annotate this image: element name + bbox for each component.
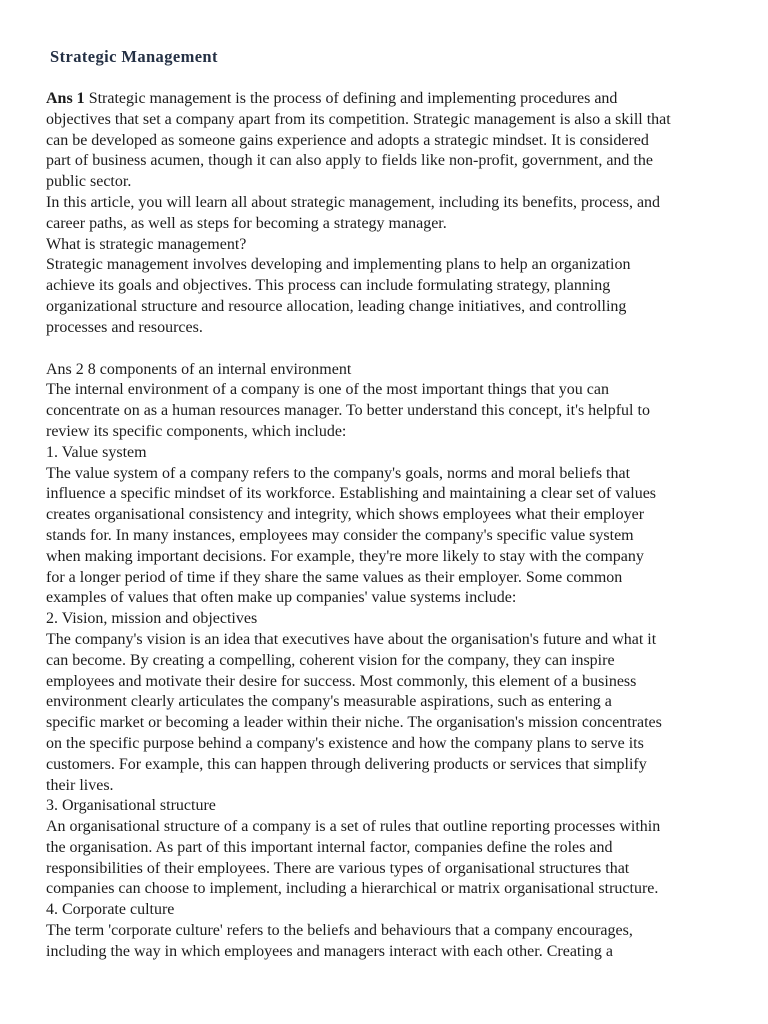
answer-text: their lives.	[46, 776, 114, 794]
answer-1-line	[46, 235, 736, 256]
answer-1-line	[46, 297, 736, 318]
answer-text: environment clearly articulates the company's measurable aspirations, such as entering a	[46, 693, 612, 711]
answer-text: for a longer period of time if they share the same values as their employer. Some common	[46, 568, 623, 586]
answer-text: stands for. In many instances, employees may consider the company's specific value system	[46, 526, 634, 544]
answer-text: objectives that set a company apart from its competition. Strategic management is also a skill that	[46, 110, 671, 128]
answer-text: employees and motivate their desire for success. Most commonly, this element of a business	[46, 672, 637, 690]
answer-text: The company's vision is an idea that executives have about the organisation's future and what it	[46, 630, 657, 648]
answer-2-line	[46, 547, 736, 568]
answer-text: can become. By creating a compelling, coherent vision for the company, they can inspire	[46, 651, 615, 669]
answer-text: career paths, as well as steps for becoming a strategy manager.	[46, 214, 447, 232]
answer-2-line	[46, 380, 736, 401]
answer-1-line	[46, 318, 736, 339]
document-title: Strategic Management	[50, 47, 218, 66]
answer-text: when making important decisions. For example, they're more likely to stay with the company	[46, 547, 644, 565]
answer-1-line	[46, 131, 736, 152]
answer-text: Strategic management is the process of defining and implementing procedures and	[88, 90, 618, 107]
answer-2-line	[46, 651, 736, 672]
answer-2-line	[46, 464, 736, 485]
answer-text: can be developed as someone gains experience and adopts a strategic mindset. It is considered	[46, 131, 649, 149]
answer-1-line	[46, 89, 736, 110]
answer-2-line	[46, 526, 736, 547]
answer-2-line	[46, 672, 736, 693]
answer-text: achieve its goals and objectives. This process can include formulating strategy, planning	[46, 277, 611, 295]
answer-text: creates organisational consistency and integrity, which shows employees what their employer	[46, 506, 645, 524]
answer-text: influence a specific mindset of its workforce. Establishing and maintaining a clear set of values	[46, 485, 657, 503]
answer-label: Ans 1	[46, 90, 85, 107]
answer-2-line	[46, 609, 736, 630]
answer-text: part of business acumen, though it can also apply to fields like non-profit, government, and the	[46, 152, 653, 170]
answer-text: 3. Organisational structure	[46, 797, 216, 815]
answer-text: including the way in which employees and managers interact with each other. Creating a	[46, 942, 613, 960]
answer-1-line	[46, 110, 736, 131]
answer-text: specific market or becoming a leader within their niche. The organisation's mission concentrates	[46, 714, 662, 732]
answer-text: The value system of a company refers to the company's goals, norms and moral beliefs that	[46, 464, 631, 482]
answer-1-line	[46, 255, 736, 276]
answer-text: An organisational structure of a company is a set of rules that outline reporting processes within	[46, 818, 661, 836]
answer-text: processes and resources.	[46, 318, 203, 336]
answer-text: Strategic management involves developing and implementing plans to help an organization	[46, 256, 631, 274]
answer-1-line	[46, 276, 736, 297]
answer-2-line	[46, 817, 736, 838]
answer-2-line	[46, 879, 736, 900]
answer-text: review its specific components, which include:	[46, 422, 347, 440]
answer-2-line	[46, 360, 736, 381]
answer-text: 4. Corporate culture	[46, 901, 175, 919]
answer-label: Ans 2	[46, 360, 84, 378]
answer-text: In this article, you will learn all about strategic management, including its benefits, process, and	[46, 193, 661, 211]
answer-text: the organisation. As part of this important internal factor, companies define the roles and	[46, 838, 613, 856]
document-page	[46, 0, 736, 963]
answer-text: organizational structure and resource allocation, leading change initiatives, and controlling	[46, 297, 627, 315]
answer-2-line	[46, 776, 736, 797]
answer-text: 2. Vision, mission and objectives	[46, 610, 258, 628]
answer-2-line	[46, 900, 736, 921]
answer-2-line	[46, 443, 736, 464]
answer-1-line	[46, 151, 736, 172]
answer-2-line	[46, 734, 736, 755]
answer-2-line	[46, 838, 736, 859]
answer-2-line	[46, 505, 736, 526]
answer-2-line	[46, 588, 736, 609]
answer-text: on the specific purpose behind a company's existence and how the company plans to serve its	[46, 734, 644, 752]
answer-2-line	[46, 401, 736, 422]
answer-2-line	[46, 942, 736, 963]
answer-2-line	[46, 755, 736, 776]
answer-1-line	[46, 193, 736, 214]
answer-2-line	[46, 692, 736, 713]
answer-text: 1. Value system	[46, 443, 147, 461]
answer-2-line	[46, 921, 736, 942]
answer-text: 8 components of an internal environment	[87, 360, 352, 378]
answer-2-line	[46, 859, 736, 880]
answer-1-line	[46, 172, 736, 193]
answer-1-line	[46, 214, 736, 235]
answer-text: responsibilities of their employees. There are various types of organisational structures that	[46, 859, 630, 877]
answer-section-2	[46, 360, 736, 963]
answer-text: What is strategic management?	[46, 235, 247, 253]
answer-2-line	[46, 568, 736, 589]
answer-text: The term 'corporate culture' refers to the beliefs and behaviours that a company encourages,	[46, 922, 633, 940]
answer-text: The internal environment of a company is one of the most important things that you can	[46, 381, 609, 399]
answer-2-line	[46, 713, 736, 734]
answer-text: public sector.	[46, 173, 132, 191]
answer-section-1	[46, 89, 736, 339]
answer-2-line	[46, 422, 736, 443]
answer-text: companies can choose to implement, including a hierarchical or matrix organisational structure.	[46, 880, 659, 898]
answer-text: customers. For example, this can happen through delivering products or services that simplify	[46, 755, 647, 773]
answer-text: concentrate on as a human resources manager. To better understand this concept, it's helpful to	[46, 402, 650, 420]
answer-2-line	[46, 796, 736, 817]
answer-text: examples of values that often make up companies' value systems include:	[46, 589, 517, 607]
answer-2-line	[46, 484, 736, 505]
answer-2-line	[46, 630, 736, 651]
